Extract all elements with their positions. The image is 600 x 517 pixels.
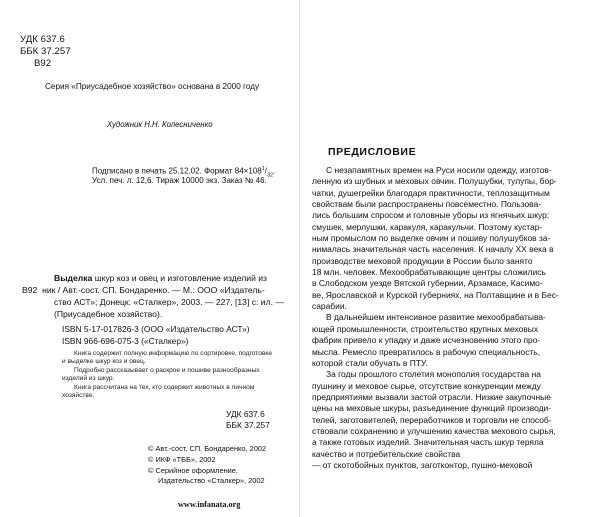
preface-line: ным промыслом по выделке овчин и пошиву полушубков за- bbox=[312, 233, 551, 244]
imprint-line-2: Усл. печ. л. 12,6. Тираж 10000 экз. Заказ № 46. bbox=[92, 176, 267, 185]
preface-heading: ПРЕДИСЛОВИЕ bbox=[328, 146, 417, 158]
preface-line: 18 млн. человек. Мехообрабатывающие центры сложились bbox=[312, 267, 546, 278]
annotation-paragraph: Книга содержит полную информацию по сортировке, подготовке и выделке шкур коз и овец. bbox=[62, 350, 273, 366]
biblio-authors: ник / Авт.-сост. СП. Бондаренко. — М.: ООО «Издатель- bbox=[42, 285, 265, 295]
preface-line: сарабии. bbox=[312, 301, 347, 312]
illustrator-credit: Художник Н.Н. Колесниченко bbox=[107, 120, 213, 129]
copyright-ikf: © ИКФ «ТББ», 2002 bbox=[148, 454, 216, 464]
preface-line: нималась значительная часть населения. К началу XX века в bbox=[312, 244, 554, 255]
preface-line: ве, Ярославской и Курской губерниях, на Полтавщине и в Бес- bbox=[312, 289, 559, 300]
preface-line: лись большим спросом и головные уборы из ягнячьих шкур: bbox=[312, 210, 550, 221]
copyright-publisher: Издательство «Сталкер», 2002 bbox=[158, 476, 265, 486]
biblio-mark: В92 bbox=[22, 285, 38, 295]
format-fraction-denominator: 32 bbox=[266, 172, 274, 179]
series-note: Серия «Приусадебное хозяйство» основана в 2000 году bbox=[45, 82, 260, 91]
biblio-line-4: (Приусадебное хозяйство). bbox=[54, 309, 163, 319]
preface-body bbox=[312, 165, 596, 471]
preface-line: смушек, мерлушки, каракуля, каракульчи. Поэтому кустар- bbox=[312, 221, 543, 232]
preface-line: свойствам были распространены повсеместно. Пользова- bbox=[312, 199, 542, 210]
preface-line: В дальнейшем интенсивное развитие мехообрабатыва- bbox=[326, 312, 546, 323]
format-fraction-numerator: 1 bbox=[261, 166, 265, 172]
preface-line: цены на меховые шкуры, разъединение функций производи- bbox=[312, 403, 552, 414]
annotation bbox=[62, 350, 276, 400]
preface-line: ствовали сохранению и улучшению качества мехового сырья, bbox=[312, 425, 556, 436]
imprint-line-1: Подписано в печать 25.12.02. Формат $84\times 108^1/_{32}$. bbox=[92, 166, 276, 179]
preface-line: производстве меховой продукции в России было занято bbox=[312, 255, 533, 266]
copyright-block bbox=[148, 444, 266, 487]
preface-line: пушнину и меховое сырье, отсутствие конкуренции между bbox=[312, 380, 541, 391]
udc-code: УДК 637.6 bbox=[20, 34, 65, 45]
preface-line: в Слободском уезде Вятской губернии, Арзамасе, Касимо- bbox=[312, 278, 543, 289]
right-page bbox=[300, 0, 600, 517]
preface-line: предприятиями вызвали застой отрасли. Низкие закупочные bbox=[312, 391, 551, 402]
biblio-title-rest: шкур коз и овец и изготовление изделий из bbox=[94, 273, 267, 283]
preface-line: фабрик привело к упадку и даже исчезновению этого про- bbox=[312, 335, 541, 346]
imprint-format-text: Подписано в печать 25.12.02. Формат 84×108 bbox=[92, 166, 262, 176]
site-url[interactable]: www.infanata.org bbox=[178, 500, 241, 509]
imprint-line-end: . bbox=[273, 166, 276, 176]
annotation-paragraph: Книга рассчитана на тех, кто содержит животных в личном хозяйстве. bbox=[62, 383, 255, 400]
bbk-code-bottom: ББК 37.257 bbox=[226, 420, 270, 430]
biblio-line-1 bbox=[54, 273, 267, 284]
preface-line: мысла. Ремесло превратилось в рабочую специальность, bbox=[312, 346, 541, 357]
copyright-series: © Серийное оформление. bbox=[148, 465, 238, 475]
biblio-line-2 bbox=[22, 285, 265, 296]
isbn-ast: ISBN 5-17-017826-3 (ООО «Издательство АСТ») bbox=[62, 324, 250, 334]
isbn-stalker: ISBN 966-696-075-3 («Сталкер») bbox=[62, 336, 189, 346]
biblio-line-3: ство АСТ»; Донецк: «Сталкер», 2003. — 227, [13] с: ил. — bbox=[54, 297, 284, 307]
preface-line: ленную из шубных и меховых овчин. Полушубки, тулупы, бор- bbox=[312, 176, 557, 187]
author-mark: В92 bbox=[34, 58, 52, 69]
preface-line: ющей промышленности, строительство крупных меховых bbox=[312, 323, 539, 334]
copyright-author: © Авт.-сост. СП. Бондаренко, 2002 bbox=[148, 444, 267, 453]
preface-line: качество и потребительские свойства bbox=[312, 448, 461, 459]
bbk-code: ББК 37.257 bbox=[20, 46, 71, 57]
preface-line: а также готовых изделий. Значительная часть шкур теряла bbox=[312, 437, 544, 448]
annotation-paragraph: Подробно рассказывает о раскрое и пошиве разнообразных изделий из шкур. bbox=[62, 366, 260, 383]
preface-line: чатки, душегрейки благодаря практичности, теплозащитным bbox=[312, 187, 550, 198]
udc-code-bottom: УДК 637.6 bbox=[226, 409, 265, 419]
preface-line: За годы прошлого столетия монополия государства на bbox=[326, 369, 541, 380]
preface-line: телей, заготовителей, переработчиков и торговли не способ- bbox=[312, 414, 552, 425]
preface-line: С незапамятных времен на Руси носили одежду, изготов- bbox=[326, 165, 552, 175]
biblio-title: Выделка bbox=[54, 273, 93, 283]
preface-line: которой стали обучать в ПТУ. bbox=[312, 357, 428, 368]
preface-line: — от скотобойных пунктов, заготконтор, пушно-меховой bbox=[312, 459, 533, 470]
